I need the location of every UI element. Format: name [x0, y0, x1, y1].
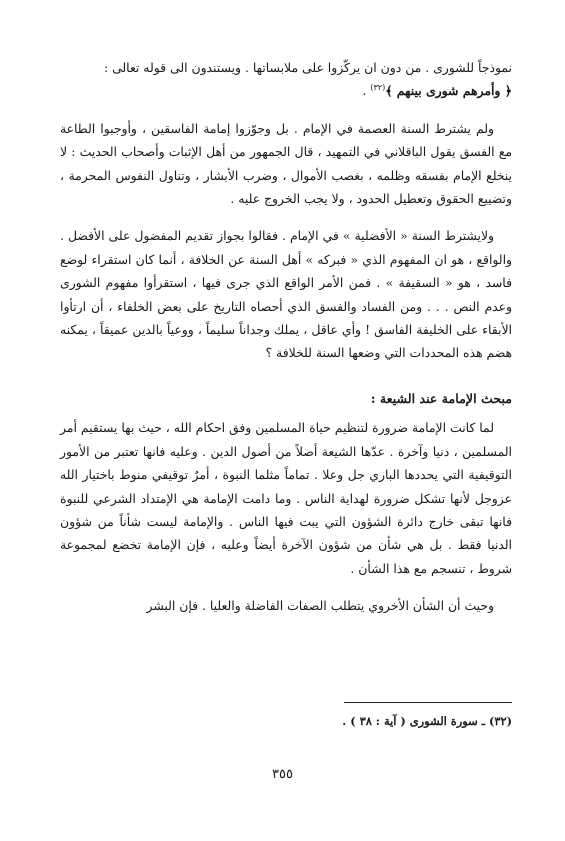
footnote-reference: (٣٢) [370, 83, 386, 93]
intro-paragraph [60, 56, 512, 103]
page-body [60, 56, 512, 618]
footnote: (٣٢) ـ سورة الشورى ( آية : ٣٨ ) . [342, 714, 512, 728]
paragraph-shia-imamate: لما كانت الإمامة ضرورة لتنظيم حياة المسلمين وفق احكام الله ، حيث بها يستقيم أمر المسلمين ، دنيا وآخرة . عدّها الشيعة أصلاً من أصول الدين . وعليه فانها تعتبر من الأمور التوقيفية التي يحددها الباري جل وعلا . تماماً مثلما النبوة ، أمرٌ توقيفي منوط باختيار الله عزوجل لأنها تشكل ضرورة لهداية الناس . وما دامت الإمامة هي الإمتداد الشرعي للنبوة فانها تبقى خارج دائرة الشؤون التي يبت فيها الناس . والإمامة ليست شأناً من شؤون الدنيا فقط . بل هي شأن من شؤون الآخرة أيضاً وعليه ، فإن الإمامة تخضع لمجموعة شروط ، تنسجم مع هذا الشأن . [60, 420, 512, 576]
paragraph-continuation: وحيث أن الشأن الأخروي يتطلب الصفات الفاضلة والعليا . فإن البشر [146, 598, 494, 614]
page-number: ٣٥٥ [272, 767, 293, 782]
paragraph-preference: ولايشترط السنة « الأفضلية » في الإمام . فقالوا بجواز تقديم المفضول على الأفضل . والواقع ، هو ان المفهوم الذي « فبركه » أهل السنة عن الخلافة ، أنما كان استقراء لوضع فاسد ، هو « السقيفة » . فمن الأمر الواقع الذي جرى فيها ، استقرأوا مفهوم الشورى وعدم النص . . . ومن الفساد والفسق الذي أحصاه التاريخ على بعض الخلفاء ، أن ارتأوا الأبقاء على الخليفة الفاسق ! وأي عاقل ، يملك وجداناً سليماً ، ووعياً بالدين عميقاً ، يمكنه هضم هذه المحددات التي وضعها السنة للخلافة ؟ [60, 228, 512, 361]
quran-verse: ﴿ وأمرهم شورى بينهم ﴾ [385, 83, 512, 99]
paragraph-gap [60, 580, 512, 594]
footnote-divider [344, 702, 512, 703]
paragraph-gap [60, 365, 512, 379]
intro-trail: . [362, 83, 371, 99]
paragraph-gap [60, 210, 512, 224]
section-heading: مبحث الإمامة عند الشيعة : [370, 390, 512, 406]
paragraph-infallibility: ولم يشترط السنة العصمة في الإمام . بل وجوّزوا إمامة الفاسقين ، وأوجبوا الطاعة مع الفسق يقول الباقلاني في التمهيد ، قال الجمهور من أهل الإثبات وأصحاب الحديث : لا ينخلع الإمام بفسقه وظلمه ، بغصب الأموال ، وضرب الأبشار ، وتناول النفوس المحرمة ، وتضييع الحقوق وتعطيل الحدود ، ولا يجب الخروج عليه . [60, 120, 512, 207]
paragraph-gap [60, 103, 512, 117]
intro-text: نموذجاً للشورى . من دون ان يركّزوا على ملابساتها . ويستندون الى قوله تعالى : [103, 60, 512, 75]
